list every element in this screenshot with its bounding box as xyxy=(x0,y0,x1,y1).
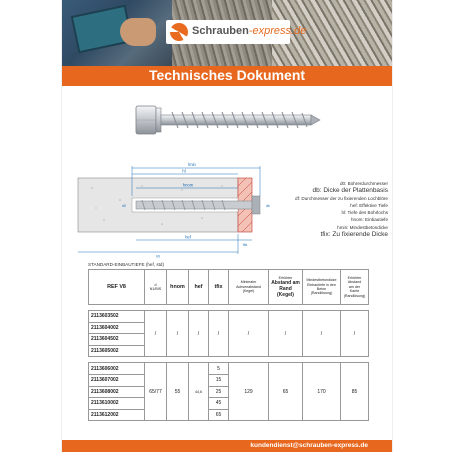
legend-item: df: Durchmesser der zu fixierenden Lochblöre xyxy=(295,195,388,201)
header-banner xyxy=(62,0,392,66)
legend-item: hl: Tiefe des Bohrlochs xyxy=(341,210,388,216)
value-cell: / xyxy=(229,311,269,357)
ref-cell: 2113610002 xyxy=(89,398,145,410)
col-d-top: d xyxy=(154,282,157,287)
col-ref: REF V8 xyxy=(89,270,145,305)
col-betondicke xyxy=(303,270,341,305)
legend-item: hnom: Einbautiefe xyxy=(350,217,388,223)
anchor-head xyxy=(252,196,260,214)
screw-washer xyxy=(156,108,161,132)
col-betondicke-line: Mindestbetondicke xyxy=(306,278,337,283)
legend-item: hef: Effektive Tiefe xyxy=(350,202,388,208)
installation-diagram xyxy=(72,160,302,260)
table-header-row xyxy=(89,270,369,305)
ref-cell: 2113604502 xyxy=(89,334,145,346)
col-rand xyxy=(341,270,369,305)
col-d-bottom: N1/BIS xyxy=(149,287,162,291)
ref-cell: 2113608002 xyxy=(89,386,145,398)
label-hnom: hnom xyxy=(182,182,194,188)
legend-item: tfix: Zu fixierende Dicke xyxy=(320,231,388,239)
col-abstand xyxy=(269,270,303,305)
col-achsenabstand-line: (Kegel) xyxy=(242,289,255,294)
col-tfix: tfix xyxy=(209,270,229,305)
label-d0: d0 xyxy=(122,204,126,208)
value-cell: / xyxy=(209,311,229,357)
col-achsenabstand-line: Minimaler xyxy=(240,280,257,285)
ref-cell: 2113612002 xyxy=(89,409,145,421)
logo-icon xyxy=(170,23,188,41)
legend-item: d0: Bohrerdurchmesser xyxy=(339,181,388,186)
tfix-cell: 65 xyxy=(209,409,229,421)
col-rand-line: Kante (Randlösung) xyxy=(343,289,366,298)
col-abstand-line: Abstand am xyxy=(271,280,300,287)
table-row xyxy=(89,311,369,323)
label-dk: dk xyxy=(266,204,270,208)
col-abstand-line: Rand xyxy=(279,286,292,293)
value-cell: / xyxy=(189,311,209,357)
d-cell: 65/77 xyxy=(145,363,167,421)
hnom-cell: 55 xyxy=(167,363,189,421)
page-title: Technisches Dokument xyxy=(148,67,306,83)
value-cell: / xyxy=(303,311,341,357)
col-achsenabstand-line: Achsenabstand xyxy=(236,284,261,289)
concrete-screw-illustration xyxy=(132,102,322,138)
tfix-cell: 5 xyxy=(209,363,229,375)
col-abstand-line: (Kegel) xyxy=(277,292,294,299)
support-email[interactable]: kundendienst@schrauben-express.de xyxy=(250,442,368,449)
value-cell: / xyxy=(341,311,369,357)
achsenabstand-cell: 129 xyxy=(229,363,269,421)
label-hef: hef xyxy=(185,234,191,240)
standard-depth-label: STANDARD-EINBAUTIEFE (hef, std) xyxy=(88,262,164,267)
ref-cell: 2113604002 xyxy=(89,322,145,334)
value-cell: / xyxy=(269,311,303,357)
logo xyxy=(166,20,307,44)
ref-cell: 2113606002 xyxy=(89,363,145,375)
footer-bar xyxy=(62,440,392,452)
legend-item: hmin: Mindestbetondicke xyxy=(337,224,388,230)
tfix-cell: 45 xyxy=(209,398,229,410)
ref-cell: 2113607002 xyxy=(89,374,145,386)
logo-suffix: -express.de xyxy=(248,25,307,37)
specification-table xyxy=(88,269,369,421)
col-achsenabstand xyxy=(229,270,269,305)
abstand-cell: 65 xyxy=(269,363,303,421)
label-hl: hl xyxy=(182,168,186,174)
legend-item: db: Dicke der Plattenbasis xyxy=(312,187,388,195)
logo-prefix: Schrauben xyxy=(192,25,249,37)
col-betondicke-line: (Randlösung) xyxy=(310,291,333,296)
col-betondicke-line: Einbautiefe in den Beton xyxy=(307,282,336,291)
legend xyxy=(284,180,388,238)
rand-cell: 85 xyxy=(341,363,369,421)
col-d xyxy=(145,270,167,305)
hef-cell: 44,6 xyxy=(189,363,209,421)
ref-cell: 2113603502 xyxy=(89,311,145,323)
label-h0: h0 xyxy=(156,254,160,259)
document-page xyxy=(62,0,392,452)
tfix-cell: 15 xyxy=(209,374,229,386)
betondicke-cell: 170 xyxy=(303,363,341,421)
logo-text xyxy=(192,25,306,37)
hand-shape xyxy=(120,18,156,46)
tools-photo xyxy=(62,0,172,66)
col-hef: hef xyxy=(189,270,209,305)
label-tfix: tfix xyxy=(242,243,248,247)
label-lmin: lmin xyxy=(188,162,196,167)
ref-cell: 2113605002 xyxy=(89,345,145,357)
title-bar xyxy=(62,66,392,86)
table-row xyxy=(89,363,369,375)
tfix-cell: 25 xyxy=(209,386,229,398)
col-rand-line: Erhöhter Abstand xyxy=(347,275,362,285)
col-rand-line: am der xyxy=(348,284,361,289)
screw-tip xyxy=(311,115,320,125)
value-cell: / xyxy=(167,311,189,357)
col-abstand-line: Erhöhter xyxy=(278,275,293,280)
col-hnom: hnom xyxy=(167,270,189,305)
value-cell: / xyxy=(145,311,167,357)
